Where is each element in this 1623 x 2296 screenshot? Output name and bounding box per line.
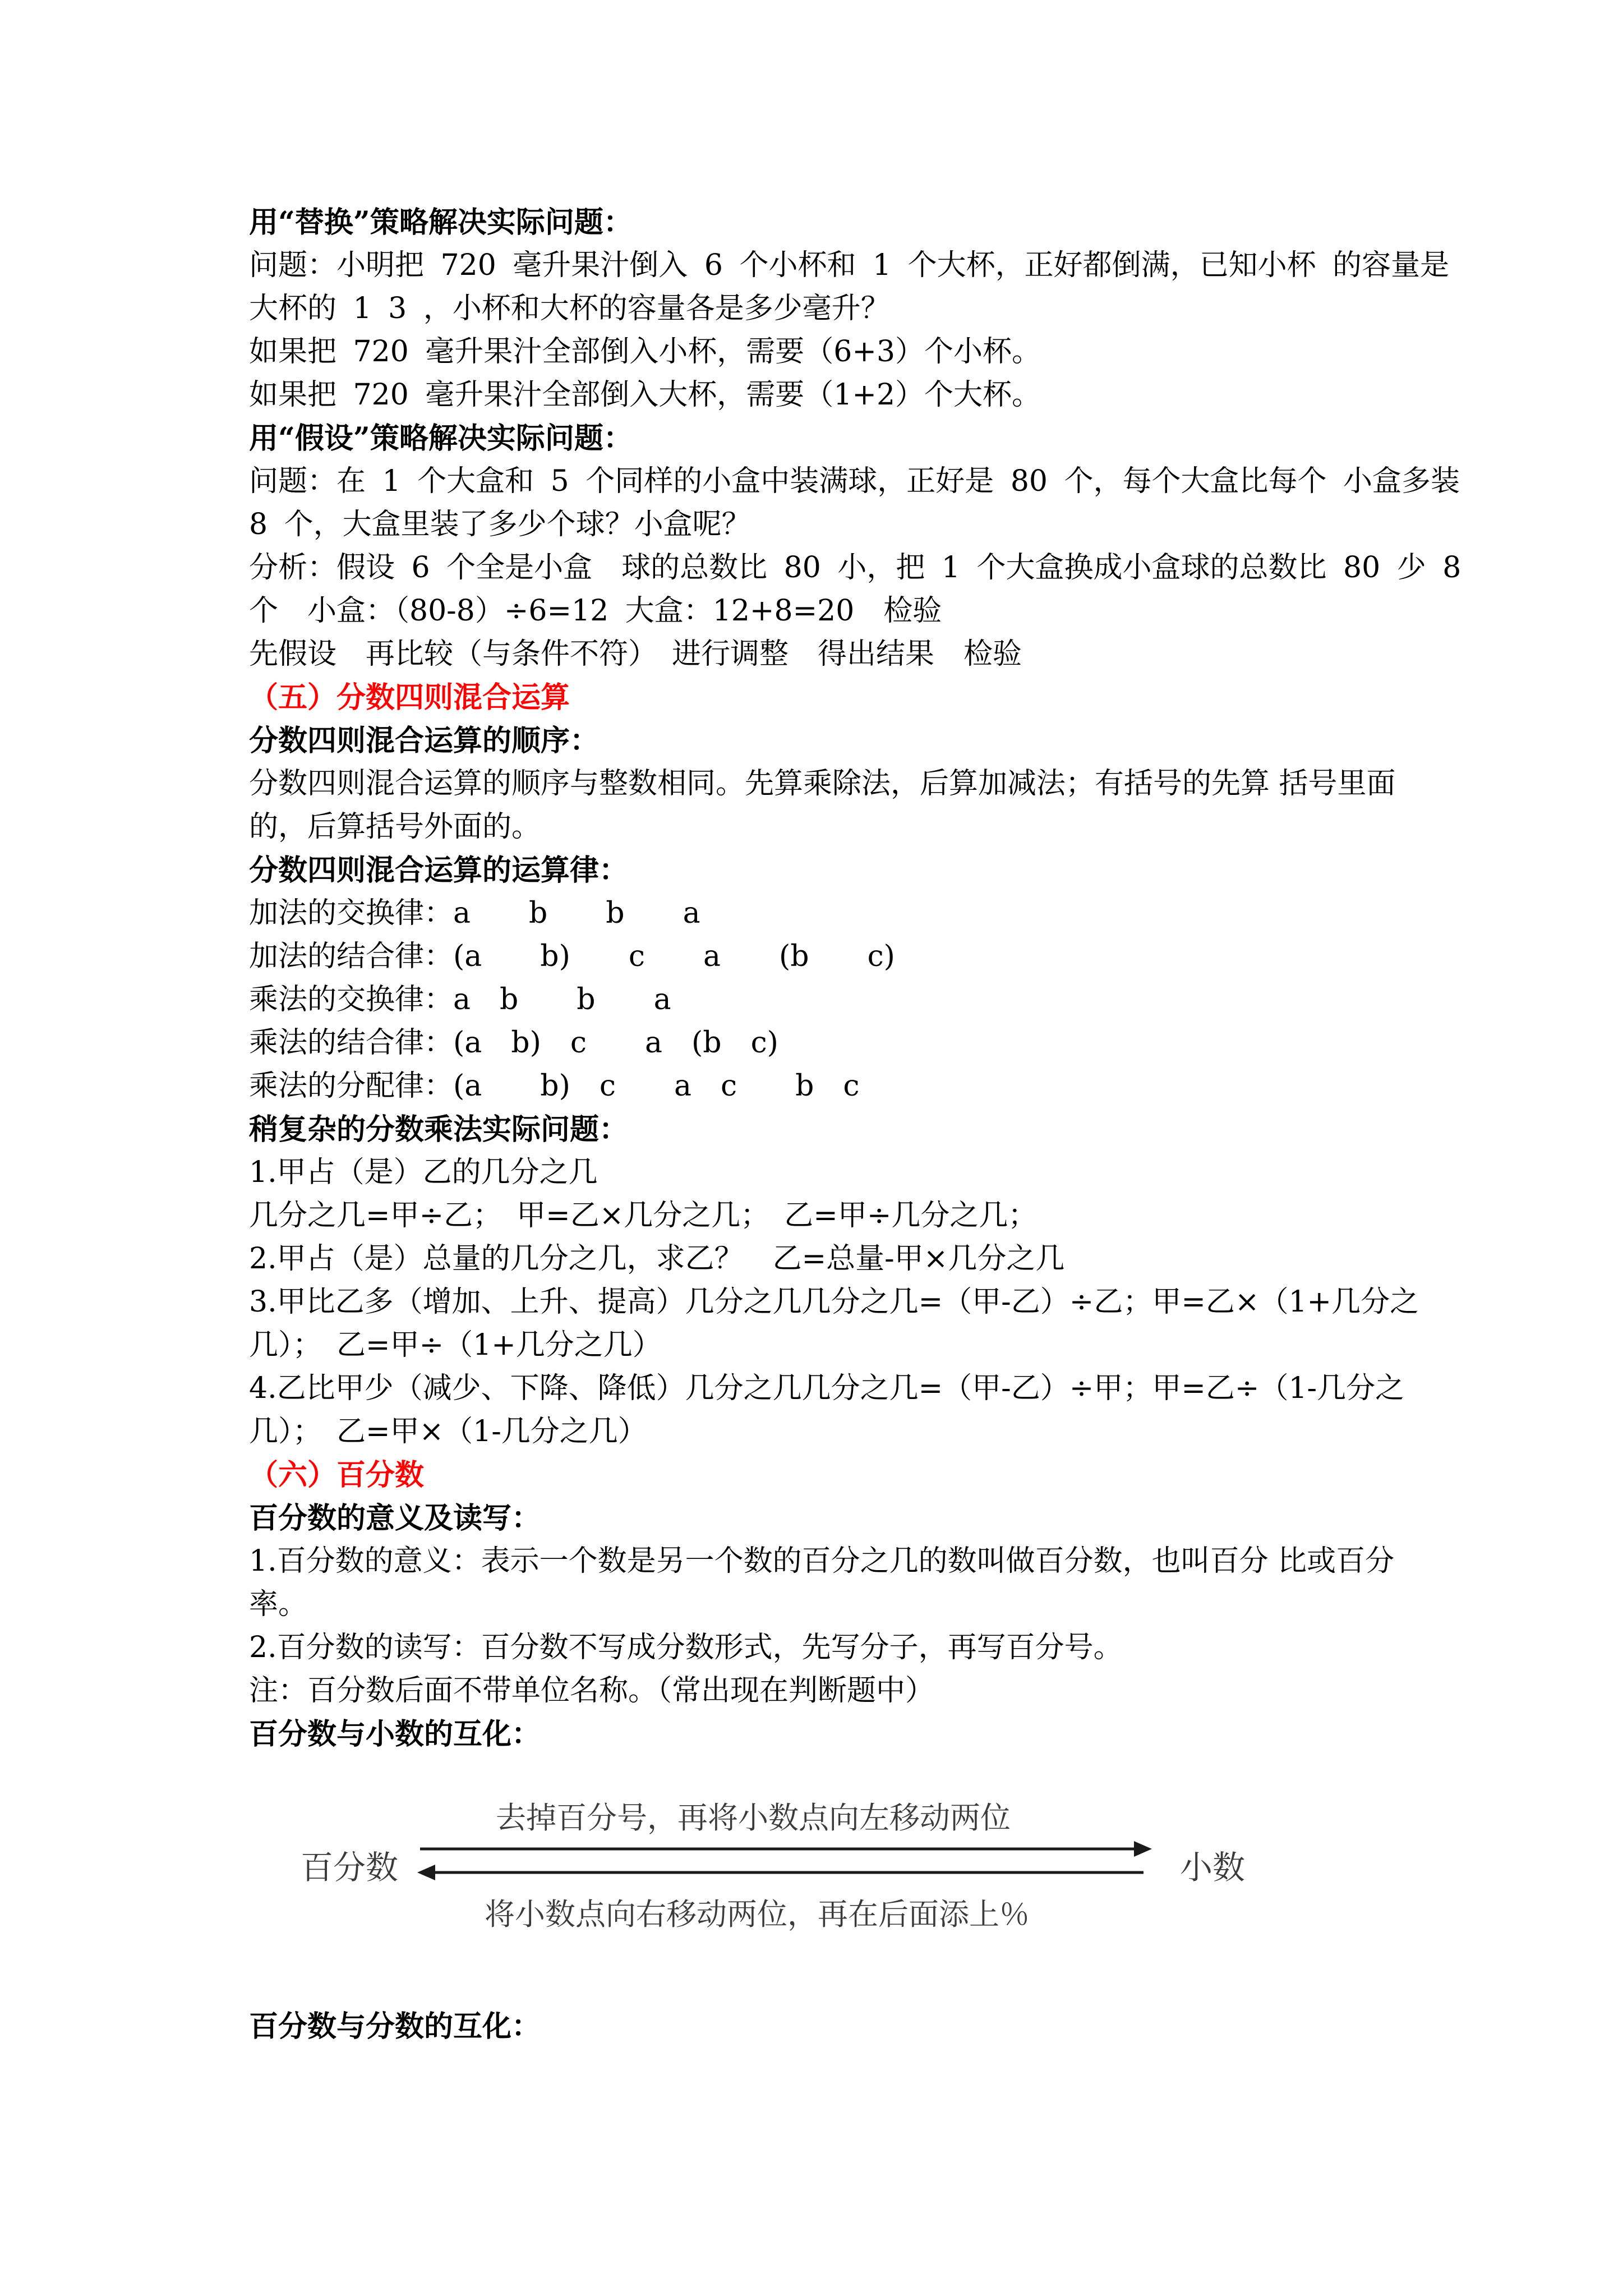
replace-large-cups-line: 如果把 720 毫升果汁全部倒入大杯，需要（1+2）个大杯。: [249, 378, 1041, 412]
percent-to-decimal-rule: 去掉百分号，再将小数点向左移动两位: [496, 1800, 1011, 1835]
spacer: [249, 1957, 1404, 2005]
multiplication-distributive-law: 乘法的分配律：(a b) c a c b c: [249, 1069, 860, 1103]
assume-analysis-line-2: 个 小盒：（80-8）÷6=12 大盒：12+8=20 检验: [249, 594, 942, 628]
complex-item-1-formulas: 几分之几=甲÷乙； 甲=乙×几分之几； 乙=甲÷几分之几；: [249, 1199, 1038, 1232]
document-page: [249, 201, 1461, 2048]
replace-problem-line-2: 大杯的 1 3 ，小杯和大杯的容量各是多少毫升？: [249, 292, 890, 325]
complex-item-3-line-2: 几）； 乙=甲÷（1+几分之几）: [249, 1328, 662, 1362]
assume-problem-line-2: 8 个，大盒里装了多少个球？小盒呢？: [249, 508, 751, 541]
complex-item-3-line-1: 3.甲比乙多（增加、上升、提高）几分之几几分之几=（甲-乙）÷乙；甲=乙×（1+几分之: [249, 1285, 1419, 1319]
complex-item-4-line-1: 4.乙比甲少（减少、下降、降低）几分之几几分之几=（甲-乙）÷甲；甲=乙÷（1-几分之: [249, 1372, 1405, 1405]
multiplication-commutative-law: 乘法的交换律：a b b a: [249, 983, 671, 1016]
decimal-to-percent-rule: 将小数点向右移动两位，再在后面添上％: [485, 1897, 1030, 1932]
percent-decimal-conversion-heading: 百分数与小数的互化：: [249, 1717, 541, 1751]
multiplication-associative-law: 乘法的结合律：(a b) c a (b c): [249, 1026, 778, 1060]
replace-problem-line-1: 问题：小明把 720 毫升果汁倒入 6 个小杯和 1 个大杯，正好都倒满，已知小杯 的容量是: [249, 249, 1450, 282]
percent-reading-writing: 2.百分数的读写：百分数不写成分数形式，先写分子，再写百分号。: [249, 1631, 1123, 1664]
percent-meaning-line-1: 1.百分数的意义：表示一个数是另一个数的百分之几的数叫做百分数，也叫百分 比或百分: [249, 1544, 1395, 1578]
operation-laws-heading: 分数四则混合运算的运算律：: [249, 853, 629, 887]
replace-strategy-heading: 用“替换”策略解决实际问题：: [249, 205, 633, 240]
decimal-label: 小数: [1180, 1848, 1246, 1887]
assume-problem-line-1: 问题：在 1 个大盒和 5 个同样的小盒中装满球，正好是 80 个，每个大盒比每个 小盒多装: [249, 464, 1460, 498]
percent-meaning-line-2: 率。: [249, 1588, 308, 1621]
section-6-title: （六）百分数: [249, 1458, 425, 1492]
section-5-title: （五）分数四则混合运算: [249, 680, 570, 715]
mixed-operations-order-line-2: 的，后算括号外面的。: [249, 810, 541, 844]
left-arrow-head: [417, 1865, 435, 1880]
assume-strategy-heading: 用“假设”策略解决实际问题：: [249, 421, 633, 455]
percent-meaning-heading: 百分数的意义及读写：: [249, 1501, 541, 1535]
assume-analysis-line-1: 分析：假设 6 个全是小盒 球的总数比 80 小，把 1 个大盒换成小盒球的总数比 80 少 8: [249, 551, 1461, 585]
complex-item-2: 2.甲占（是）总量的几分之几，求乙？ 乙=总量-甲×几分之几: [249, 1242, 1065, 1276]
complex-item-4-line-2: 几）； 乙=甲×（1-几分之几）: [249, 1415, 647, 1448]
percent-fraction-conversion-heading: 百分数与分数的互化：: [249, 2009, 541, 2044]
percent-label: 百分数: [301, 1848, 399, 1887]
replace-small-cups-line: 如果把 720 毫升果汁全部倒入小杯，需要（6+3）个小杯。: [249, 335, 1041, 369]
addition-commutative-law: 加法的交换律：a b b a: [249, 896, 700, 930]
percent-note: 注：百分数后面不带单位名称。（常出现在判断题中）: [249, 1674, 935, 1708]
mixed-operations-order-heading: 分数四则混合运算的顺序：: [249, 724, 600, 758]
percent-decimal-conversion-diagram: [249, 1788, 1404, 1957]
complex-item-1: 1.甲占（是）乙的几分之几: [249, 1156, 598, 1189]
addition-associative-law: 加法的结合律：(a b) c a (b c): [249, 940, 895, 973]
complex-fraction-problems-heading: 稍复杂的分数乘法实际问题：: [249, 1112, 629, 1147]
assume-steps-line: 先假设 再比较（与条件不符） 进行调整 得出结果 检验: [249, 637, 1022, 671]
right-arrow-head: [1134, 1841, 1152, 1857]
mixed-operations-order-line-1: 分数四则混合运算的顺序与整数相同。先算乘除法，后算加减法；有括号的先算 括号里面: [249, 767, 1396, 800]
